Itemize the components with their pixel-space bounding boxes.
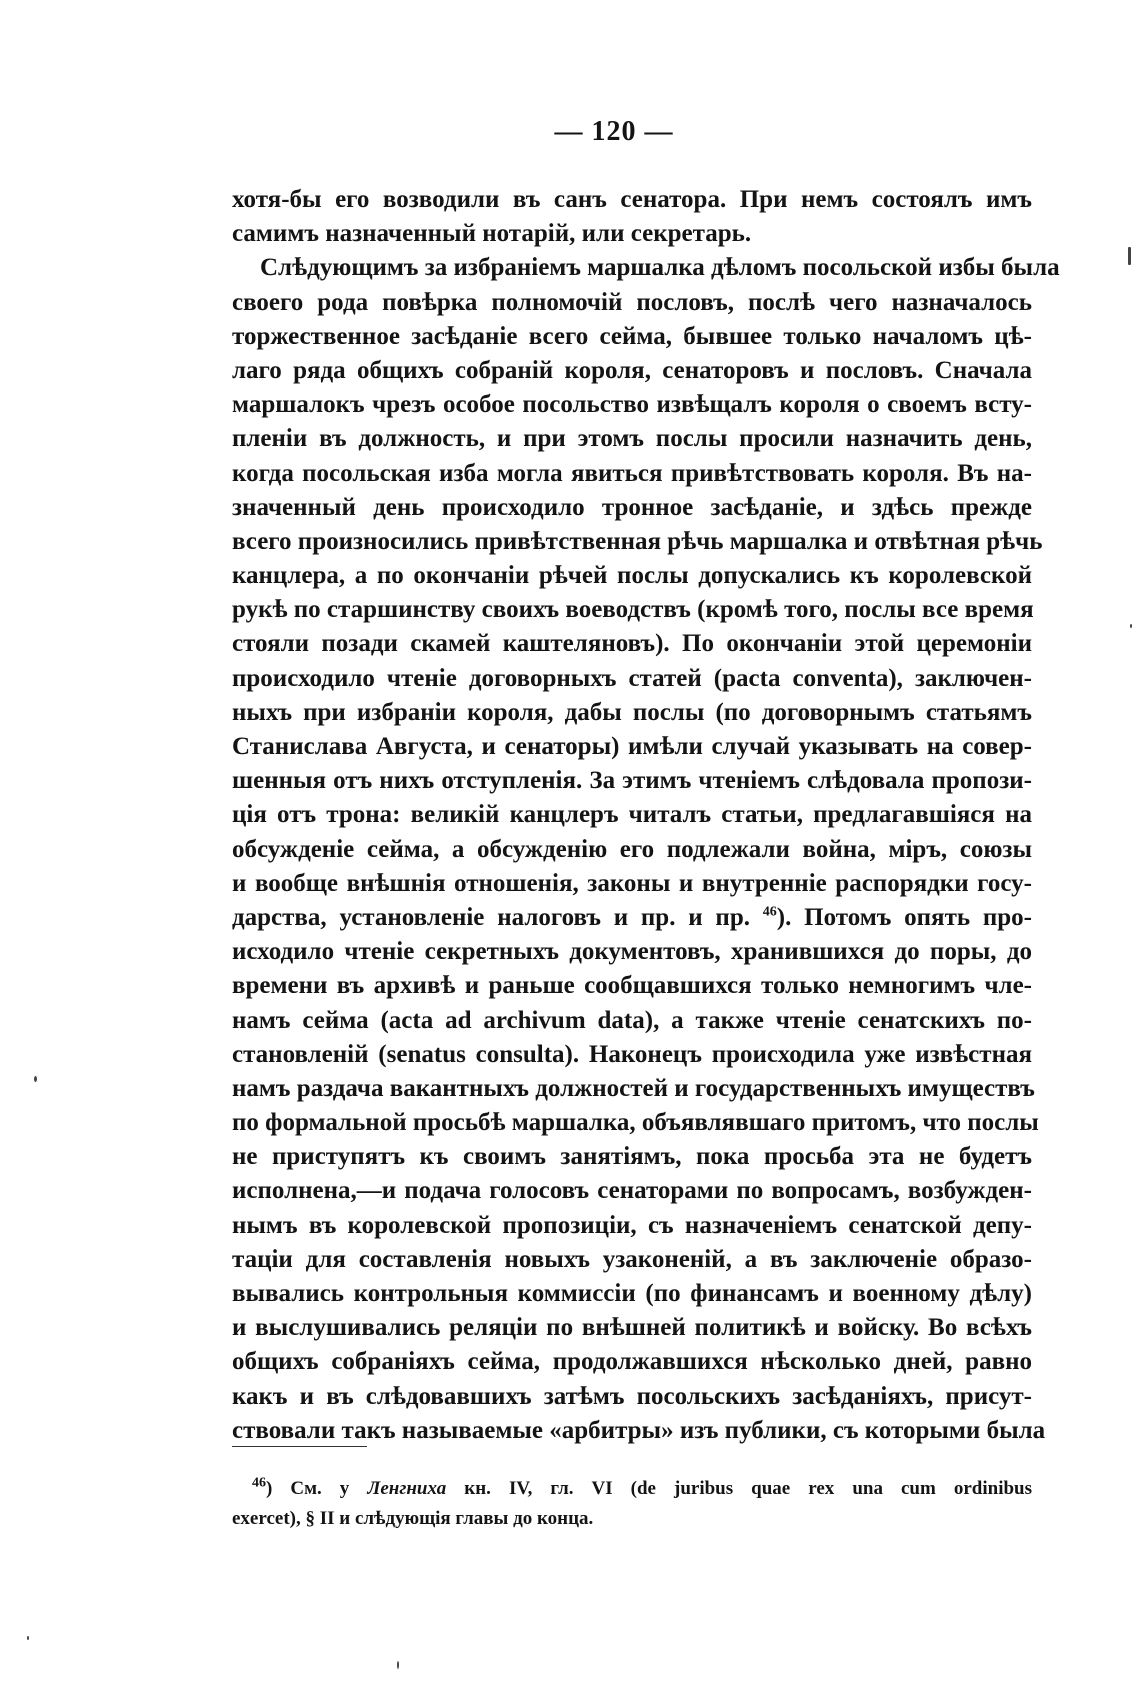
text-line: торжественное засѣданіе всего сейма, бывшее только началомъ цѣ- (232, 322, 1032, 350)
text-line: канцлера, а по окончаніи рѣчей послы допускались къ королевской (232, 562, 1032, 590)
text-line: рукѣ по старшинству своихъ воеводствъ (кромѣ того, послы все время (232, 596, 1034, 624)
text-line: и вообще внѣшнія отношенія, законы и внутренніе распорядки госу- (232, 869, 1032, 897)
text-line: исполнена,—и подача голосовъ сенаторами по вопросамъ, возбужден- (232, 1177, 1032, 1205)
footnote-number: 46 (252, 1475, 266, 1491)
text-line: нымъ въ королевской пропозиціи, съ назначеніемъ сенатской депу- (232, 1211, 1032, 1239)
scan-speck (27, 1636, 29, 1640)
text-line: вывались контрольныя коммиссіи (по финансамъ и военному дѣлу) (232, 1280, 1032, 1307)
footnotes (232, 1474, 1032, 1534)
footnote-reference[interactable]: 46 (762, 904, 777, 920)
text-line: общихъ собраніяхъ сейма, продолжавшихся нѣсколько дней, равно (232, 1348, 1032, 1376)
scan-speck (34, 1076, 37, 1082)
text-line: Слѣдующимъ за избраніемъ маршалка дѣломъ посольской избы была (260, 254, 1060, 282)
footnote-line: exercet), § II и слѣдующія главы до конца. (232, 1508, 594, 1529)
text-line: по формальной просьбѣ маршалка, объявлявшаго притомъ, что послы (232, 1109, 1039, 1137)
text-segment: дарства, установленіе налоговъ и пр. и пр. (232, 903, 750, 931)
text-line-with-footnote-ref (232, 901, 1032, 935)
text-line: и выслушивались реляціи по внѣшней политикѣ и войску. Во всѣхъ (232, 1314, 1032, 1342)
page-number: — 120 — (554, 116, 674, 147)
text-line: ція отъ трона: великій канцлеръ читалъ статьи, предлагавшіяся на (232, 801, 1032, 829)
text-line: стояли позади скамей каштеляновъ). По окончаніи этой церемоніи (232, 630, 1032, 658)
text-line: когда посольская изба могла явиться привѣтствовать короля. Въ на- (232, 459, 1032, 487)
footnote-text: ) См. у (266, 1478, 368, 1499)
text-line: всего произносились привѣтственная рѣчь маршалка и отвѣтная рѣчь (232, 527, 1043, 555)
text-line: своего рода повѣрка полномочій пословъ, послѣ чего назначалось (232, 288, 1032, 316)
text-line: обсужденіе сейма, а обсужденію его подлежали война, міръ, союзы (232, 835, 1032, 863)
text-line: ныхъ при избраніи короля, дабы послы (по договорнымъ статьямъ (232, 698, 1032, 726)
text-line: не приступятъ къ своимъ занятіямъ, пока просьба эта не будетъ (232, 1143, 1032, 1171)
text-line: какъ и въ слѣдовавшихъ затѣмъ посольскихъ засѣданіяхъ, присут- (232, 1382, 1032, 1410)
text-line: таціи для составленія новыхъ узаконеній, а въ заключеніе образо- (232, 1245, 1032, 1273)
main-text (232, 183, 1060, 1448)
footnote-text: кн. IV, гл. VI (de juribus quae rex una cum ordinibus (446, 1478, 1032, 1499)
scan-speck (397, 1661, 399, 1669)
scan-speck (1128, 247, 1131, 265)
text-line: намъ сейма (acta ad archivum data), а также чтеніе сенатскихъ по- (232, 1006, 1032, 1034)
text-line: пленіи въ должность, и при этомъ послы просили назначить день, (232, 425, 1032, 453)
text-line: маршалокъ чрезъ особое посольство извѣщалъ короля о своемъ всту- (232, 391, 1032, 419)
footnote-author: Ленгниха (367, 1478, 447, 1499)
text-line: становленій (senatus consulta). Наконецъ происходила уже извѣстная (232, 1040, 1032, 1068)
text-line: значенный день происходило тронное засѣданіе, и здѣсь прежде (232, 493, 1032, 521)
text-line: исходило чтеніе секретныхъ документовъ, хранившихся до поры, до (232, 938, 1032, 966)
text-line: лаго ряда общихъ собраній короля, сенаторовъ и пословъ. Сначала (232, 356, 1032, 384)
footnote-divider (232, 1446, 367, 1447)
scan-speck (1130, 624, 1132, 628)
text-line: шенныя отъ нихъ отступленія. За этимъ чтеніемъ слѣдовала пропози- (232, 767, 1032, 795)
text-line: Станислава Августа, и сенаторы) имѣли случай указывать на совер- (232, 733, 1032, 760)
text-line: времени въ архивѣ и раньше сообщавшихся только немногимъ чле- (232, 972, 1032, 1000)
text-line: намъ раздача вакантныхъ должностей и государственныхъ имуществъ (232, 1074, 1035, 1102)
text-line: хотя-бы его возводили въ санъ сенатора. При немъ состоялъ имъ (232, 186, 1032, 213)
text-line: ствовали такъ называемые «арбитры» изъ публики, съ которыми была (232, 1416, 1046, 1444)
text-segment: ). Потомъ опять про- (776, 903, 1033, 931)
text-line: происходило чтеніе договорныхъ статей (pacta conventa), заключен- (232, 664, 1032, 692)
footnote-line (232, 1474, 1032, 1504)
text-line: самимъ назначенный нотарій, или секретарь. (232, 220, 752, 248)
